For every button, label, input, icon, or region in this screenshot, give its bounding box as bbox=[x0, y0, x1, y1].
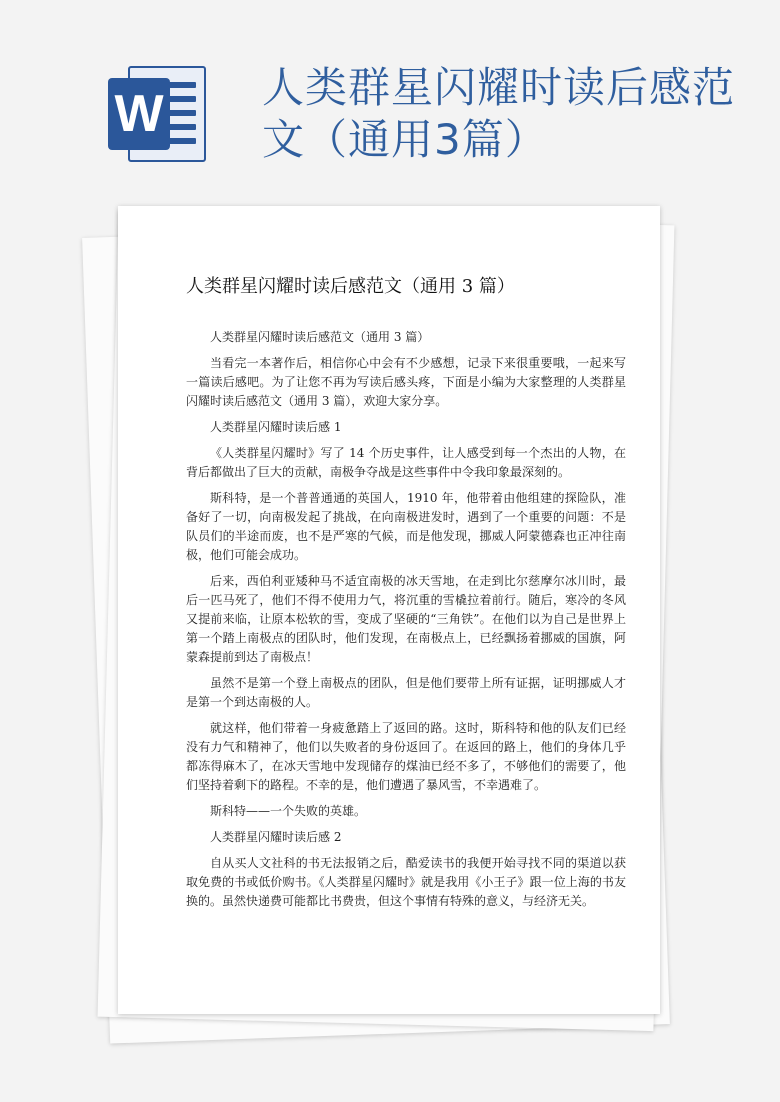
word-logo-tile: W bbox=[108, 78, 170, 150]
document-paragraph: 自从买人文社科的书无法报销之后，酷爱读书的我便开始寻找不同的渠道以获取免费的书或低价购书。《人类群星闪耀时》就是我用《小王子》跟一位上海的书友换的。虽然快递费可能都比书费贵，但这个事情有特殊的意义，与经济无关。 bbox=[186, 856, 626, 908]
section-heading: 人类群星闪耀时读后感 2 bbox=[210, 830, 342, 844]
document-paragraph: 斯科特——一个失败的英雄。 bbox=[210, 804, 367, 818]
document-paragraph: 《人类群星闪耀时》写了 14 个历史事件，让人感受到每一个杰出的人物，在背后都做出了巨大的贡献，南极争夺战是这些事件中令我印象最深刻的。 bbox=[186, 446, 626, 479]
document-paragraph: 人类群星闪耀时读后感范文（通用 3 篇） bbox=[210, 330, 430, 344]
document-paragraph: 斯科特，是一个普普通通的英国人，1910 年，他带着由他组建的探险队，准备好了一切，向南极发起了挑战，在向南极进发时，遇到了一个重要的问题：不是队员们的半途而废，也不是严寒的气候，而是他发现，挪威人阿蒙德森也正冲往南极，他们可能会成功。 bbox=[186, 491, 626, 562]
document-paragraph: 当看完一本著作后，相信你心中会有不少感想，记录下来很重要哦，一起来写一篇读后感吧。为了让您不再为写读后感头疼，下面是小编为大家整理的人类群星闪耀时读后感范文（通用 3 篇），欢迎大家分享。 bbox=[186, 356, 626, 408]
word-document-icon bbox=[108, 66, 208, 162]
document-paragraph: 后来，西伯利亚矮种马不适宜南极的冰天雪地，在走到比尔慈摩尔冰川时，最后一匹马死了，他们不得不使用力气，将沉重的雪橇拉着前行。随后，寒冷的冬风又提前来临，让原本松软的雪，变成了坚硬的“三角铁”。在他们以为自己是世界上第一个踏上南极点的团队时，他们发现，在南极点上，已经飘扬着挪威的国旗，阿蒙森提前到达了南极点！ bbox=[186, 574, 626, 664]
document-title: 人类群星闪耀时读后感范文（通用 3 篇） bbox=[186, 276, 515, 297]
section-heading: 人类群星闪耀时读后感 1 bbox=[210, 420, 342, 434]
page-header bbox=[0, 0, 780, 200]
document-paragraph: 虽然不是第一个登上南极点的团队，但是他们要带上所有证据，证明挪威人才是第一个到达南极的人。 bbox=[186, 676, 626, 709]
document-page bbox=[118, 206, 660, 1014]
document-content bbox=[186, 274, 626, 918]
document-paragraph: 就这样，他们带着一身疲惫踏上了返回的路。这时，斯科特和他的队友们已经没有力气和精神了，他们以失败者的身份返回了。在返回的路上，他们的身体几乎都冻得麻木了，在冰天雪地中发现储存的煤油已经不多了，不够他们的需要了，他们坚持着剩下的路程。不幸的是，他们遭遇了暴风雪，不幸遇难了。 bbox=[186, 721, 626, 792]
page-title: 人类群星闪耀时读后感范文（通用3篇） bbox=[262, 63, 736, 164]
